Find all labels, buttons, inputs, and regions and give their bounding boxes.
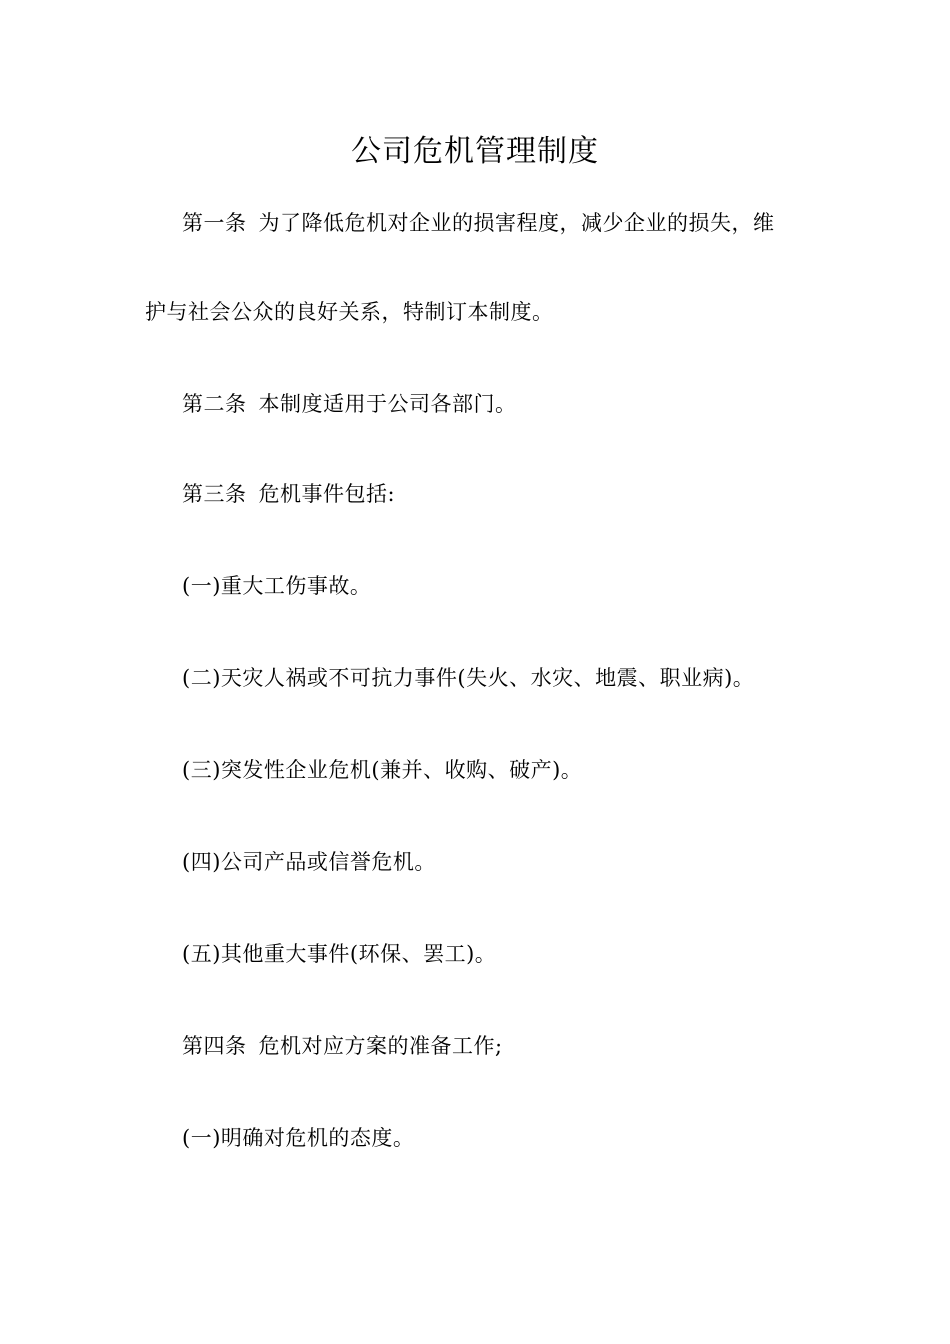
article-heading: 第三条 bbox=[182, 482, 247, 506]
document-title: 公司危机管理制度 bbox=[351, 134, 599, 169]
paragraph-text: (五)其他重大事件(环保、罢工)。 bbox=[182, 942, 497, 966]
paragraph-text: (二)天灾人祸或不可抗力事件(失火、水灾、地震、职业病)。 bbox=[182, 666, 755, 690]
list-item bbox=[182, 754, 582, 786]
paragraph-article-4 bbox=[182, 1030, 503, 1062]
paragraph-text: (一)重大工伤事故。 bbox=[182, 574, 372, 598]
paragraph-text: (一)明确对危机的态度。 bbox=[182, 1126, 415, 1150]
list-item bbox=[182, 570, 371, 602]
paragraph-text: 为了降低危机对企业的损害程度，减少企业的损失，维 bbox=[258, 211, 775, 235]
paragraph-text: (三)突发性企业危机(兼并、收购、破产)。 bbox=[182, 758, 583, 782]
paragraph-text: (四)公司产品或信誉危机。 bbox=[182, 850, 436, 874]
paragraph-article-1-continued bbox=[145, 296, 554, 328]
paragraph-text: 危机对应方案的准备工作; bbox=[258, 1034, 503, 1058]
list-item bbox=[182, 938, 496, 970]
list-item bbox=[182, 1122, 414, 1154]
article-heading: 第四条 bbox=[182, 1034, 247, 1058]
paragraph-article-1 bbox=[182, 207, 775, 239]
paragraph-article-2 bbox=[182, 388, 517, 420]
article-heading: 第一条 bbox=[182, 211, 247, 235]
paragraph-article-3 bbox=[182, 478, 395, 510]
article-heading: 第二条 bbox=[182, 392, 247, 416]
paragraph-text: 本制度适用于公司各部门。 bbox=[258, 392, 517, 416]
paragraph-text: 护与社会公众的良好关系，特制订本制度。 bbox=[145, 300, 554, 324]
list-item bbox=[182, 846, 436, 878]
paragraph-text: 危机事件包括: bbox=[258, 482, 396, 506]
list-item bbox=[182, 662, 754, 694]
